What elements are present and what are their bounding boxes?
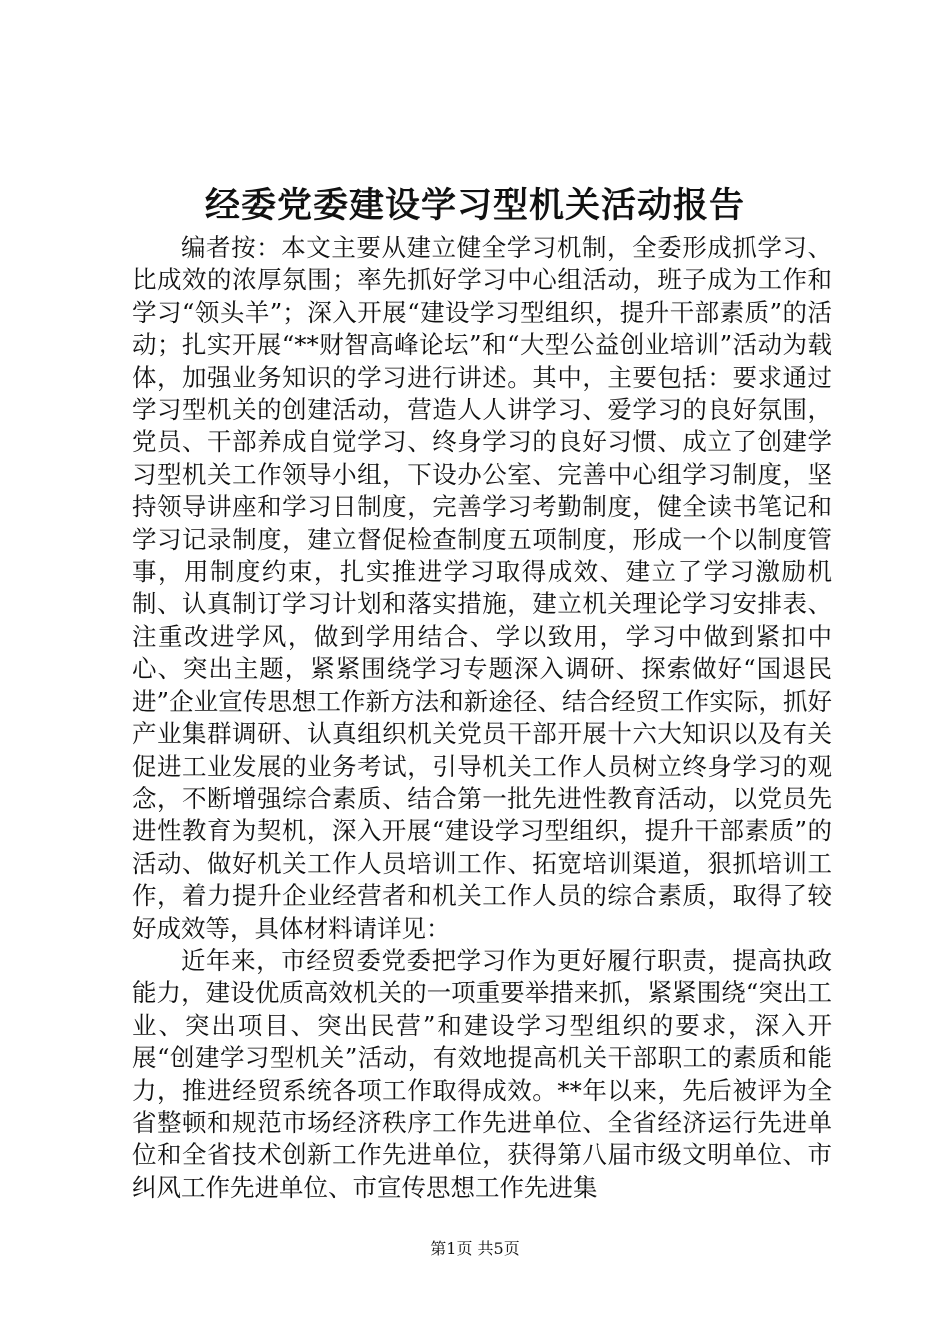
page-number: 第1页 xyxy=(430,1239,473,1258)
page-footer xyxy=(0,1238,950,1260)
document-body xyxy=(132,232,832,1204)
document-title: 经委党委建设学习型机关活动报告 xyxy=(204,185,745,226)
page-total: 共5页 xyxy=(477,1239,520,1258)
paragraph-main: 近年来，市经贸委党委把学习作为更好履行职责，提高执政能力，建设优质高效机关的一项重要举措来抓，紧紧围绕“突出工业、突出项目、突出民营”和建设学习型组织的要求，深入开展“创建学习型机关”活动，有效地提高机关干部职工的素质和能力，推进经贸系统各项工作取得成效。**年以来，先后被评为全省整顿和规范市场经济秩序工作先进单位、全省经济运行先进单位和全省技术创新工作先进单位，获得第八届市级文明单位、市纠风工作先进单位、市宣传思想工作先进集 xyxy=(132,945,832,1202)
paragraph-editor-note: 编者按：本文主要从建立健全学习机制，全委形成抓学习、比成效的浓厚氛围；率先抓好学习中心组活动，班子成为工作和学习“领头羊”；深入开展“建设学习型组织，提升干部素质”的活动；扎实开展“**财智高峰论坛”和“大型公益创业培训”活动为载体，加强业务知识的学习进行讲述。其中，主要包括：要求通过学习型机关的创建活动，营造人人讲学习、爱学习的良好氛围，党员、干部养成自觉学习、终身学习的良好习惯、成立了创建学习型机关工作领导小组，下设办公室、完善中心组学习制度，坚持领导讲座和学习日制度，完善学习考勤制度，健全读书笔记和学习记录制度，建立督促检查制度五项制度，形成一个以制度管事，用制度约束，扎实推进学习取得成效、建立了学习激励机制、认真制订学习计划和落实措施，建立机关理论学习安排表、注重改进学风，做到学用结合、学以致用，学习中做到紧扣中心、突出主题，紧紧围绕学习专题深入调研、探索做好“国退民进”企业宣传思想工作新方法和新途径、结合经贸工作实际，抓好产业集群调研、认真组织机关党员干部开展十六大知识以及有关促进工业发展的业务考试，引导机关工作人员树立终身学习的观念，不断增强综合素质、结合第一批先进性教育活动，以党员先进性教育为契机，深入开展“建设学习型组织，提升干部素质”的活动、做好机关工作人员培训工作、拓宽培训渠道，狠抓培训工作，着力提升企业经营者和机关工作人员的综合素质，取得了较好成效等，具体材料请详见： xyxy=(132,233,832,943)
